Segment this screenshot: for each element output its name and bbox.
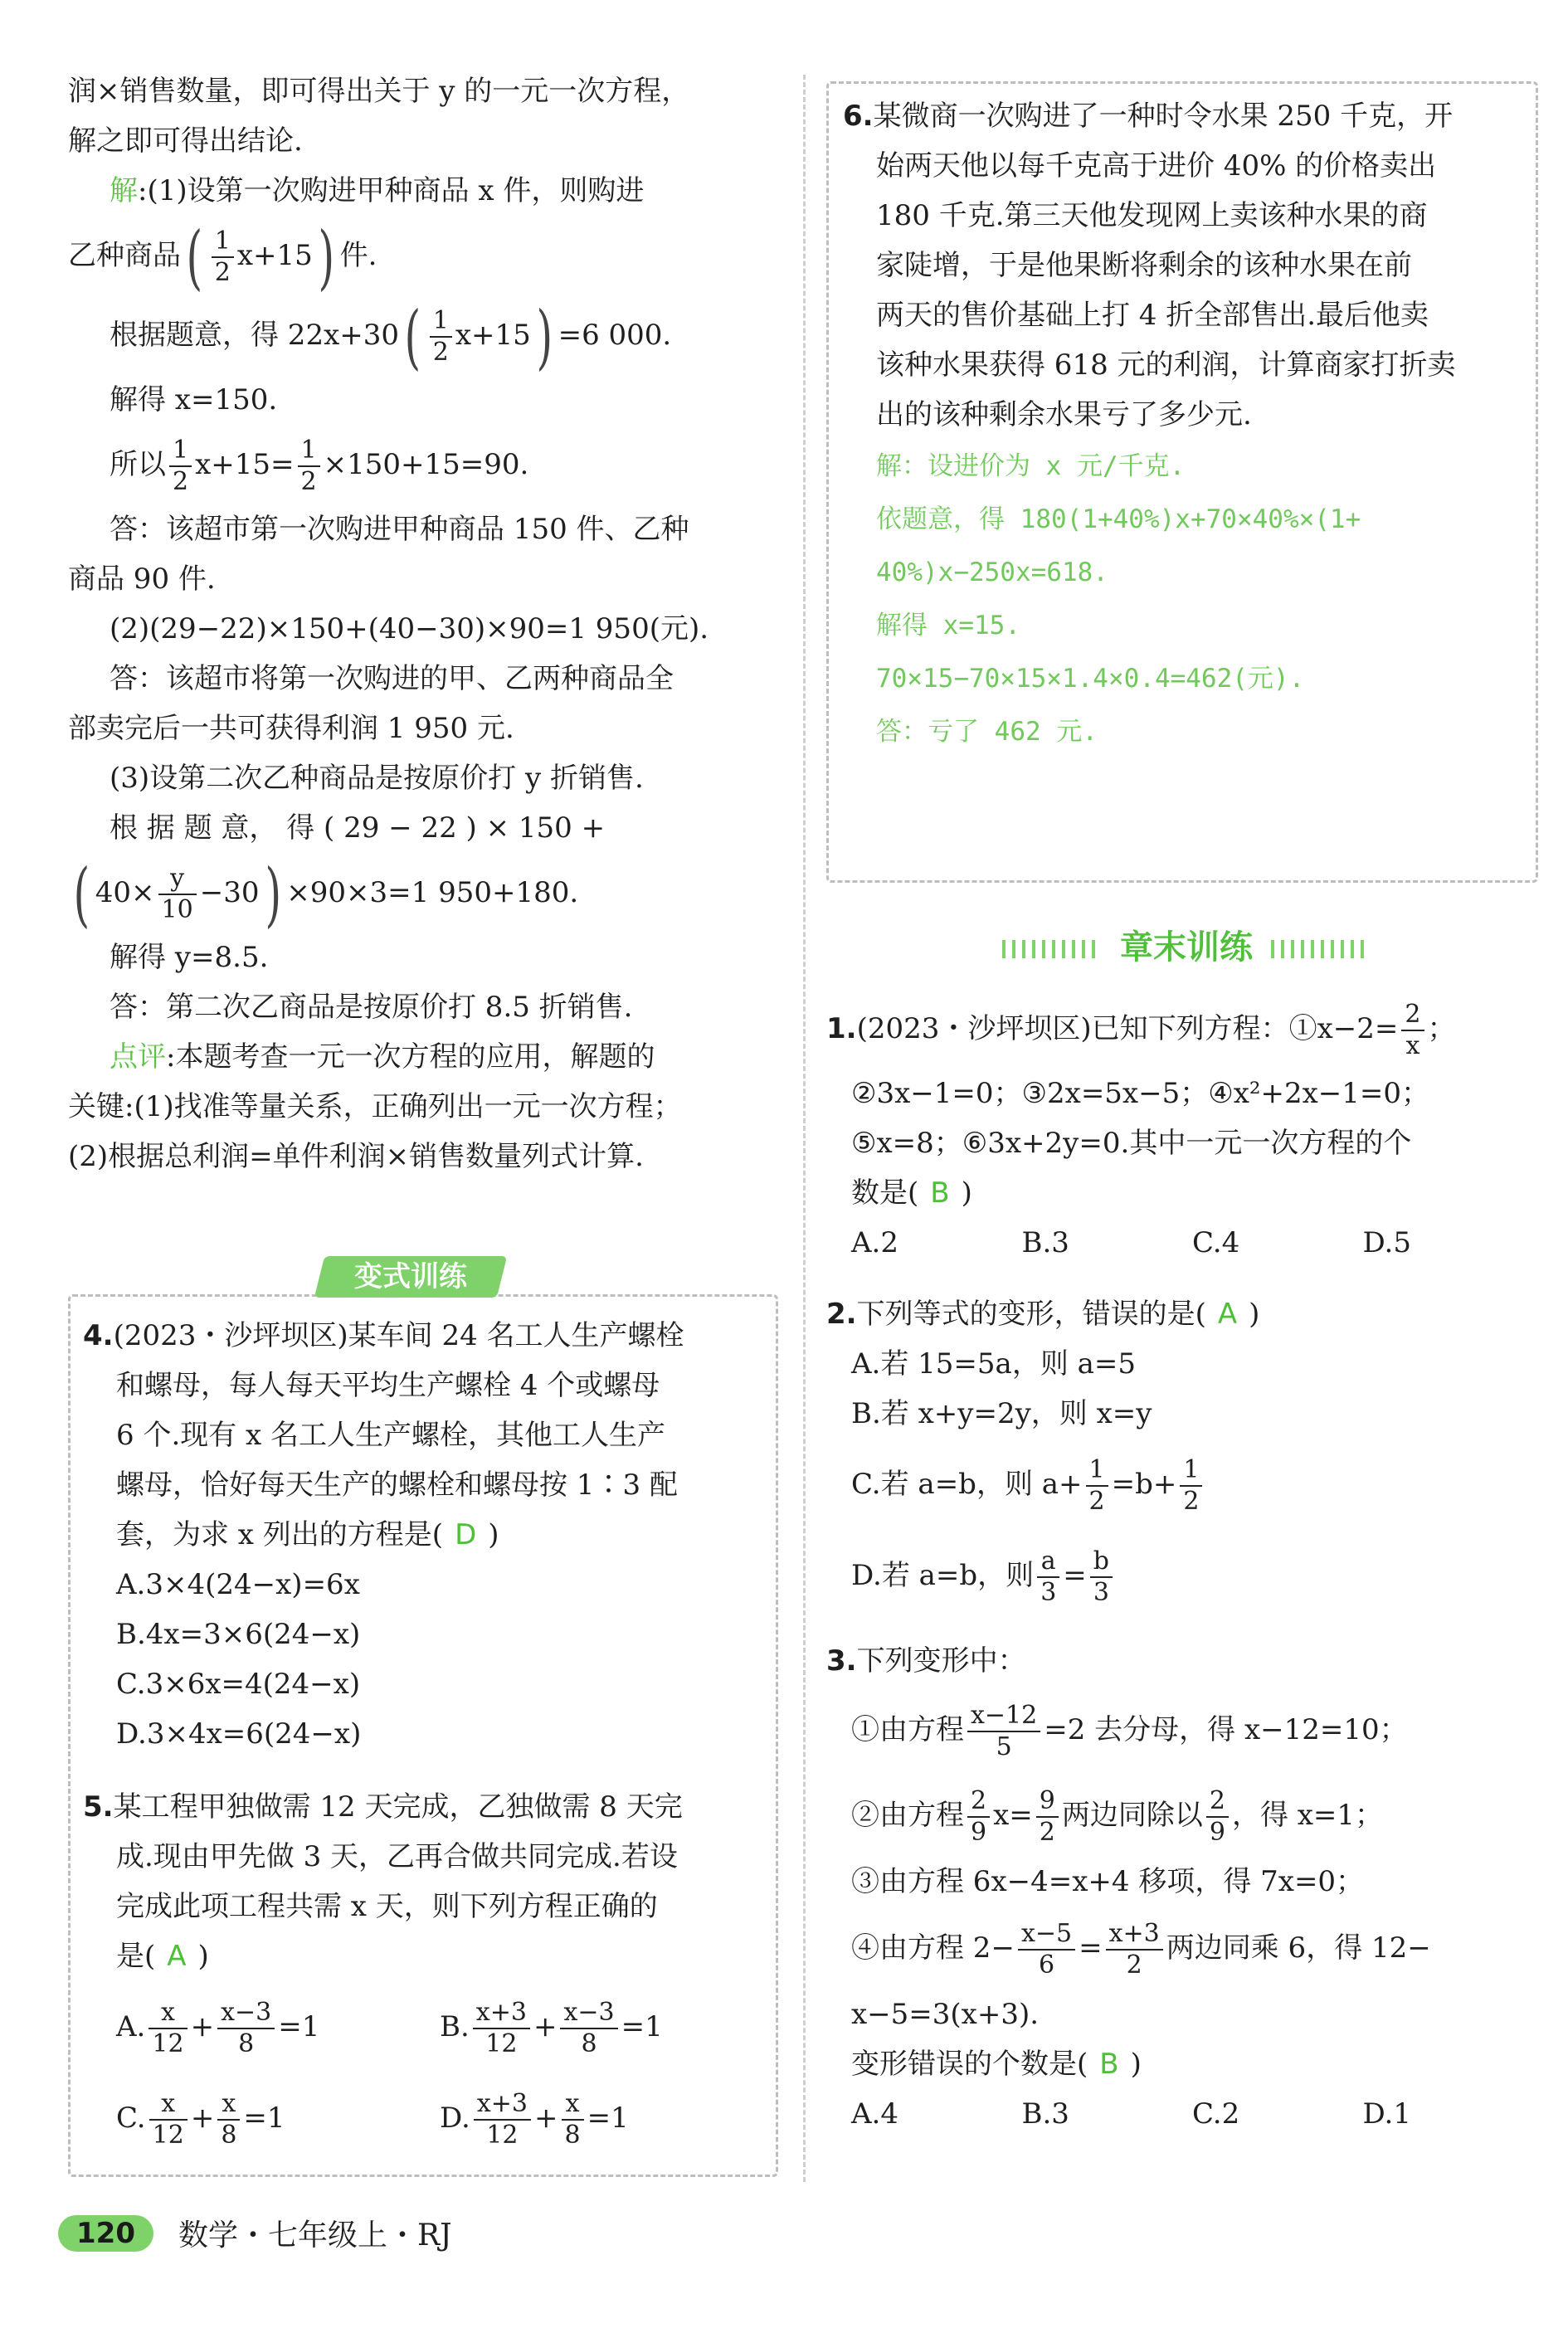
solution-line: 70×15−70×15×1.4×0.4=462(元). xyxy=(876,664,1305,694)
solution-line: 解：设进价为 x 元/千克. xyxy=(876,451,1186,481)
option: D.1 xyxy=(1362,2097,1411,2131)
solution-line: 答：亏了 462 元. xyxy=(876,717,1098,747)
q6-solution xyxy=(843,440,1523,758)
question-6: 6.某微商一次购进了一种时令水果 250 千克，开 始两天他以每千克高于进价 40% 的价格卖出 180 千克.第三天他发现网上卖该种水果的商 家陡增，于是他果断将剩余的该种水果在前 两天的售价基础上打 4 折全部售出.最后他卖 该种水果获得 618 元的利润，计算商家打折卖 出的该种剩余水果亏了多少元. 解：设进价为 x 元/千克. 依题意，得 180(1+40%)x+70×40%×(1+ 40%)x−250x=618. 解得 x=15. 70×15−70×15×1.4×0.4=462(元). 答：亏了 462 元. xyxy=(843,91,1523,758)
option: D.若 a=b，则 $\frac{a}{3}$ = $\frac{b}{3}$ xyxy=(826,1530,1533,1621)
solution-line: 商品 90 件. xyxy=(68,563,216,596)
solution-line: 解得 x=150. xyxy=(110,383,278,416)
answer-mark: A xyxy=(167,1940,187,1973)
fraction: $\frac{y}{10}$ xyxy=(158,864,197,925)
intro-line: 解之即可得出结论. xyxy=(68,124,303,158)
solution-line: 答：该超市第一次购进甲种商品 150 件、乙种 xyxy=(110,513,689,546)
left-column xyxy=(68,66,782,1181)
footer-text: 数学・七年级上・RJ xyxy=(178,2218,452,2253)
solution-line: (2)(29−22)×150+(40−30)×90=1 950(元). xyxy=(110,612,709,645)
solution-line: 解得 y=8.5. xyxy=(110,941,269,974)
solution-line: ( 40× $\frac{y}{10}$ −30) ×90×3=1 950+180. xyxy=(73,854,579,935)
solution-line: 解得 x=15. xyxy=(876,611,1020,640)
option: B.3 xyxy=(1021,2097,1069,2131)
page-footer xyxy=(58,2212,452,2254)
option: A. $\frac{x}{12}$ + $\frac{x-3}{8}$ =1 xyxy=(116,1998,320,2058)
column-divider xyxy=(803,75,806,2182)
option: A.4 xyxy=(851,2097,898,2131)
option: A.3×4(24−x)=6x xyxy=(116,1568,360,1601)
solution-line: 所以 $\frac{1}{2}$ x+15= $\frac{1}{2}$ ×150+15=90. xyxy=(110,436,529,496)
option: D. $\frac{x+3}{12}$ + $\frac{x}{8}$ =1 xyxy=(440,2089,629,2150)
option: D.3×4x=6(24−x) xyxy=(116,1717,362,1751)
answer-mark: A xyxy=(1217,1298,1238,1331)
solution-line: 解:(1)设第一次购进甲种商品 x 件，则购进 xyxy=(110,174,645,207)
option: C.4 xyxy=(1192,1226,1240,1259)
intro-line: 润×销售数量，即可得出关于 y 的一元一次方程， xyxy=(68,75,690,108)
solution-line: 部卖完后一共可获得利润 1 950 元. xyxy=(68,712,514,745)
option: C.若 a=b，则 a+ $\frac{1}{2}$ =b+ $\frac{1}{2}$ xyxy=(826,1439,1533,1530)
solution-line: (3)设第二次乙种商品是按原价打 y 折销售. xyxy=(110,762,644,795)
solution-line: 根据题意，得 22x+30( $\frac{1}{2}$ x+15) =6 000. xyxy=(110,296,672,377)
comment-line: 点评:本题考查一元一次方程的应用，解题的 xyxy=(110,1040,655,1074)
option: C.2 xyxy=(1192,2097,1240,2131)
answer-mark: B xyxy=(930,1176,950,1210)
decor-bars xyxy=(1002,940,1102,958)
option: B.4x=3×6(24−x) xyxy=(116,1618,361,1651)
fraction: $\frac{1}{2}$ xyxy=(430,306,452,368)
fraction: $\frac{1}{2}$ xyxy=(298,436,320,497)
solution-line: 乙种商品( $\frac{1}{2}$ x+15) 件. xyxy=(68,217,377,298)
option: A.2 xyxy=(851,1226,898,1259)
option: C. $\frac{x}{12}$ + $\frac{x}{8}$ =1 xyxy=(116,2089,285,2150)
option: A.若 15=5a，则 a=5 xyxy=(851,1347,1137,1381)
solution-line: 答：第二次乙商品是按原价打 8.5 折销售. xyxy=(110,991,633,1024)
solution-line: 根 据 题 意， 得 ( 29 − 22 ) × 150 + xyxy=(110,811,606,845)
variant-training-tag: 变式训练 xyxy=(314,1256,507,1298)
comment-label: 点评 xyxy=(110,1040,166,1074)
solution-line: 40%)x−250x=618. xyxy=(876,558,1108,587)
solution-label: 解 xyxy=(110,174,138,207)
chapter-question-3: 3.下列变形中： ①由方程 $\frac{x-12}{5}$ =2 去分母，得 x−12=10； ②由方程 $\frac{2}{9}$ x= $\frac{9}{2}$ 两边同除以 $\frac{2}{9}$ ，得 x=1； ③由方程 6x−4=x+4 移项，得 7x=0； ④由方程 2− $\frac{x-5}{6}$ = $\frac{x+3}{2}$ 两边同乘 6，得 12− x−5=3(x+3). 变形错误的个数是( B ) A.4 B.3 C.2 D.1 xyxy=(826,1636,1533,2139)
option: C.3×6x=4(24−x) xyxy=(116,1668,361,1701)
page-number: 120 xyxy=(58,2215,153,2252)
decor-bars xyxy=(1271,940,1371,958)
option: D.5 xyxy=(1362,1226,1411,1259)
solution-line: 依题意，得 180(1+40%)x+70×40%×(1+ xyxy=(876,504,1361,534)
option: B. $\frac{x+3}{12}$ + $\frac{x-3}{8}$ =1 xyxy=(440,1998,663,2058)
question-5: 5.某工程甲独做需 12 天完成，乙独做需 8 天完 成.现由甲先做 3 天，乙再合做共同完成.若设 完成此项工程共需 x 天，则下列方程正确的 是( A ) A. $\frac{x}{12}$ + $\frac{x-3}{8}$ =1 B. $\frac{x+3}{12}$ + $\frac{x-3}{8}$ =1 C. $\frac{x}{12}$ + $\frac{x}{8}$ =1 D. $\frac{x+3}{12}$ + $\frac{x}{8}$ =1 xyxy=(83,1782,763,2164)
option: B.若 x+y=2y，则 x=y xyxy=(851,1397,1152,1430)
question-4: 4.(2023・沙坪坝区)某车间 24 名工人生产螺栓 和螺母，每人每天平均生产螺栓 4 个或螺母 6 个.现有 x 名工人生产螺栓，其他工人生产 螺母，恰好每天生产的螺栓和螺母按 1∶3 配 套，为求 x 列出的方程是( D ) A.3×4(24−x)=6x B.4x=3×6(24−x) C.3×6x=4(24−x) D.3×4x=6(24−x) xyxy=(83,1311,763,1759)
comment-line: (2)根据总利润=单件利润×销售数量列式计算. xyxy=(68,1140,644,1173)
section-title: 章末训练 xyxy=(971,923,1402,972)
fraction: $\frac{1}{2}$ xyxy=(212,226,234,288)
chapter-question-1: 1.(2023・沙坪坝区)已知下列方程：①x−2= $\frac{2}{x}$ ； ②3x−1=0；③2x=5x−5；④x²+2x−1=0； ⑤x=8；⑥3x+2y=0.其中一元一次方程的个 数是( B ) A.2 B.3 C.4 D.5 xyxy=(826,989,1533,1268)
fraction: $\frac{1}{2}$ xyxy=(169,436,192,497)
option: B.3 xyxy=(1021,1226,1069,1259)
comment-line: 关键:(1)找准等量关系，正确列出一元一次方程； xyxy=(68,1090,682,1123)
answer-mark: D xyxy=(455,1518,477,1551)
answer-mark: B xyxy=(1099,2048,1119,2081)
solution-line: 答：该超市将第一次购进的甲、乙两种商品全 xyxy=(110,662,674,695)
chapter-question-2: 2.下列等式的变形，错误的是( A ) A.若 15=5a，则 a=5 B.若 x+y=2y，则 x=y C.若 a=b，则 a+ $\frac{1}{2}$ =b+ $\frac{1}{2}$ D.若 a=b，则 $\frac{a}{3}$ = $\frac{b}{3}$ xyxy=(826,1289,1533,1621)
